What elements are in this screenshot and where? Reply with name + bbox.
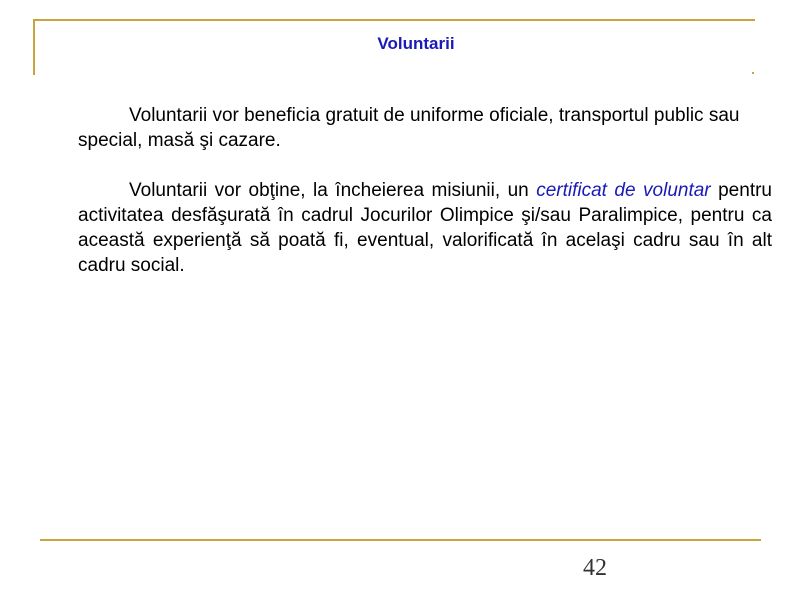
page-number: 42	[583, 555, 607, 581]
paragraph-benefits: Voluntarii vor beneficia gratuit de uniforme oficiale, transportul public sau special, masă şi cazare.	[78, 105, 740, 151]
certificate-highlight: certificat de voluntar	[536, 180, 711, 201]
top-border-line	[33, 19, 755, 21]
bottom-border-line	[40, 539, 761, 541]
slide-title: Voluntarii	[377, 34, 455, 53]
slide-content	[78, 103, 772, 278]
paragraph-certificate-text-before: Voluntarii vor obţine, la încheierea misiunii, un	[129, 180, 537, 201]
paragraph-certificate-text-after: pentru activitatea desfăşurată în cadrul Jocurilor Olimpice şi/sau Paralimpice, pentru ca această experienţă să poată fi, eventual, valorificată în acelaşi cadru sau în alt cadru social.	[78, 180, 772, 276]
paragraph-certificate	[78, 178, 772, 278]
corner-dot	[752, 72, 754, 74]
